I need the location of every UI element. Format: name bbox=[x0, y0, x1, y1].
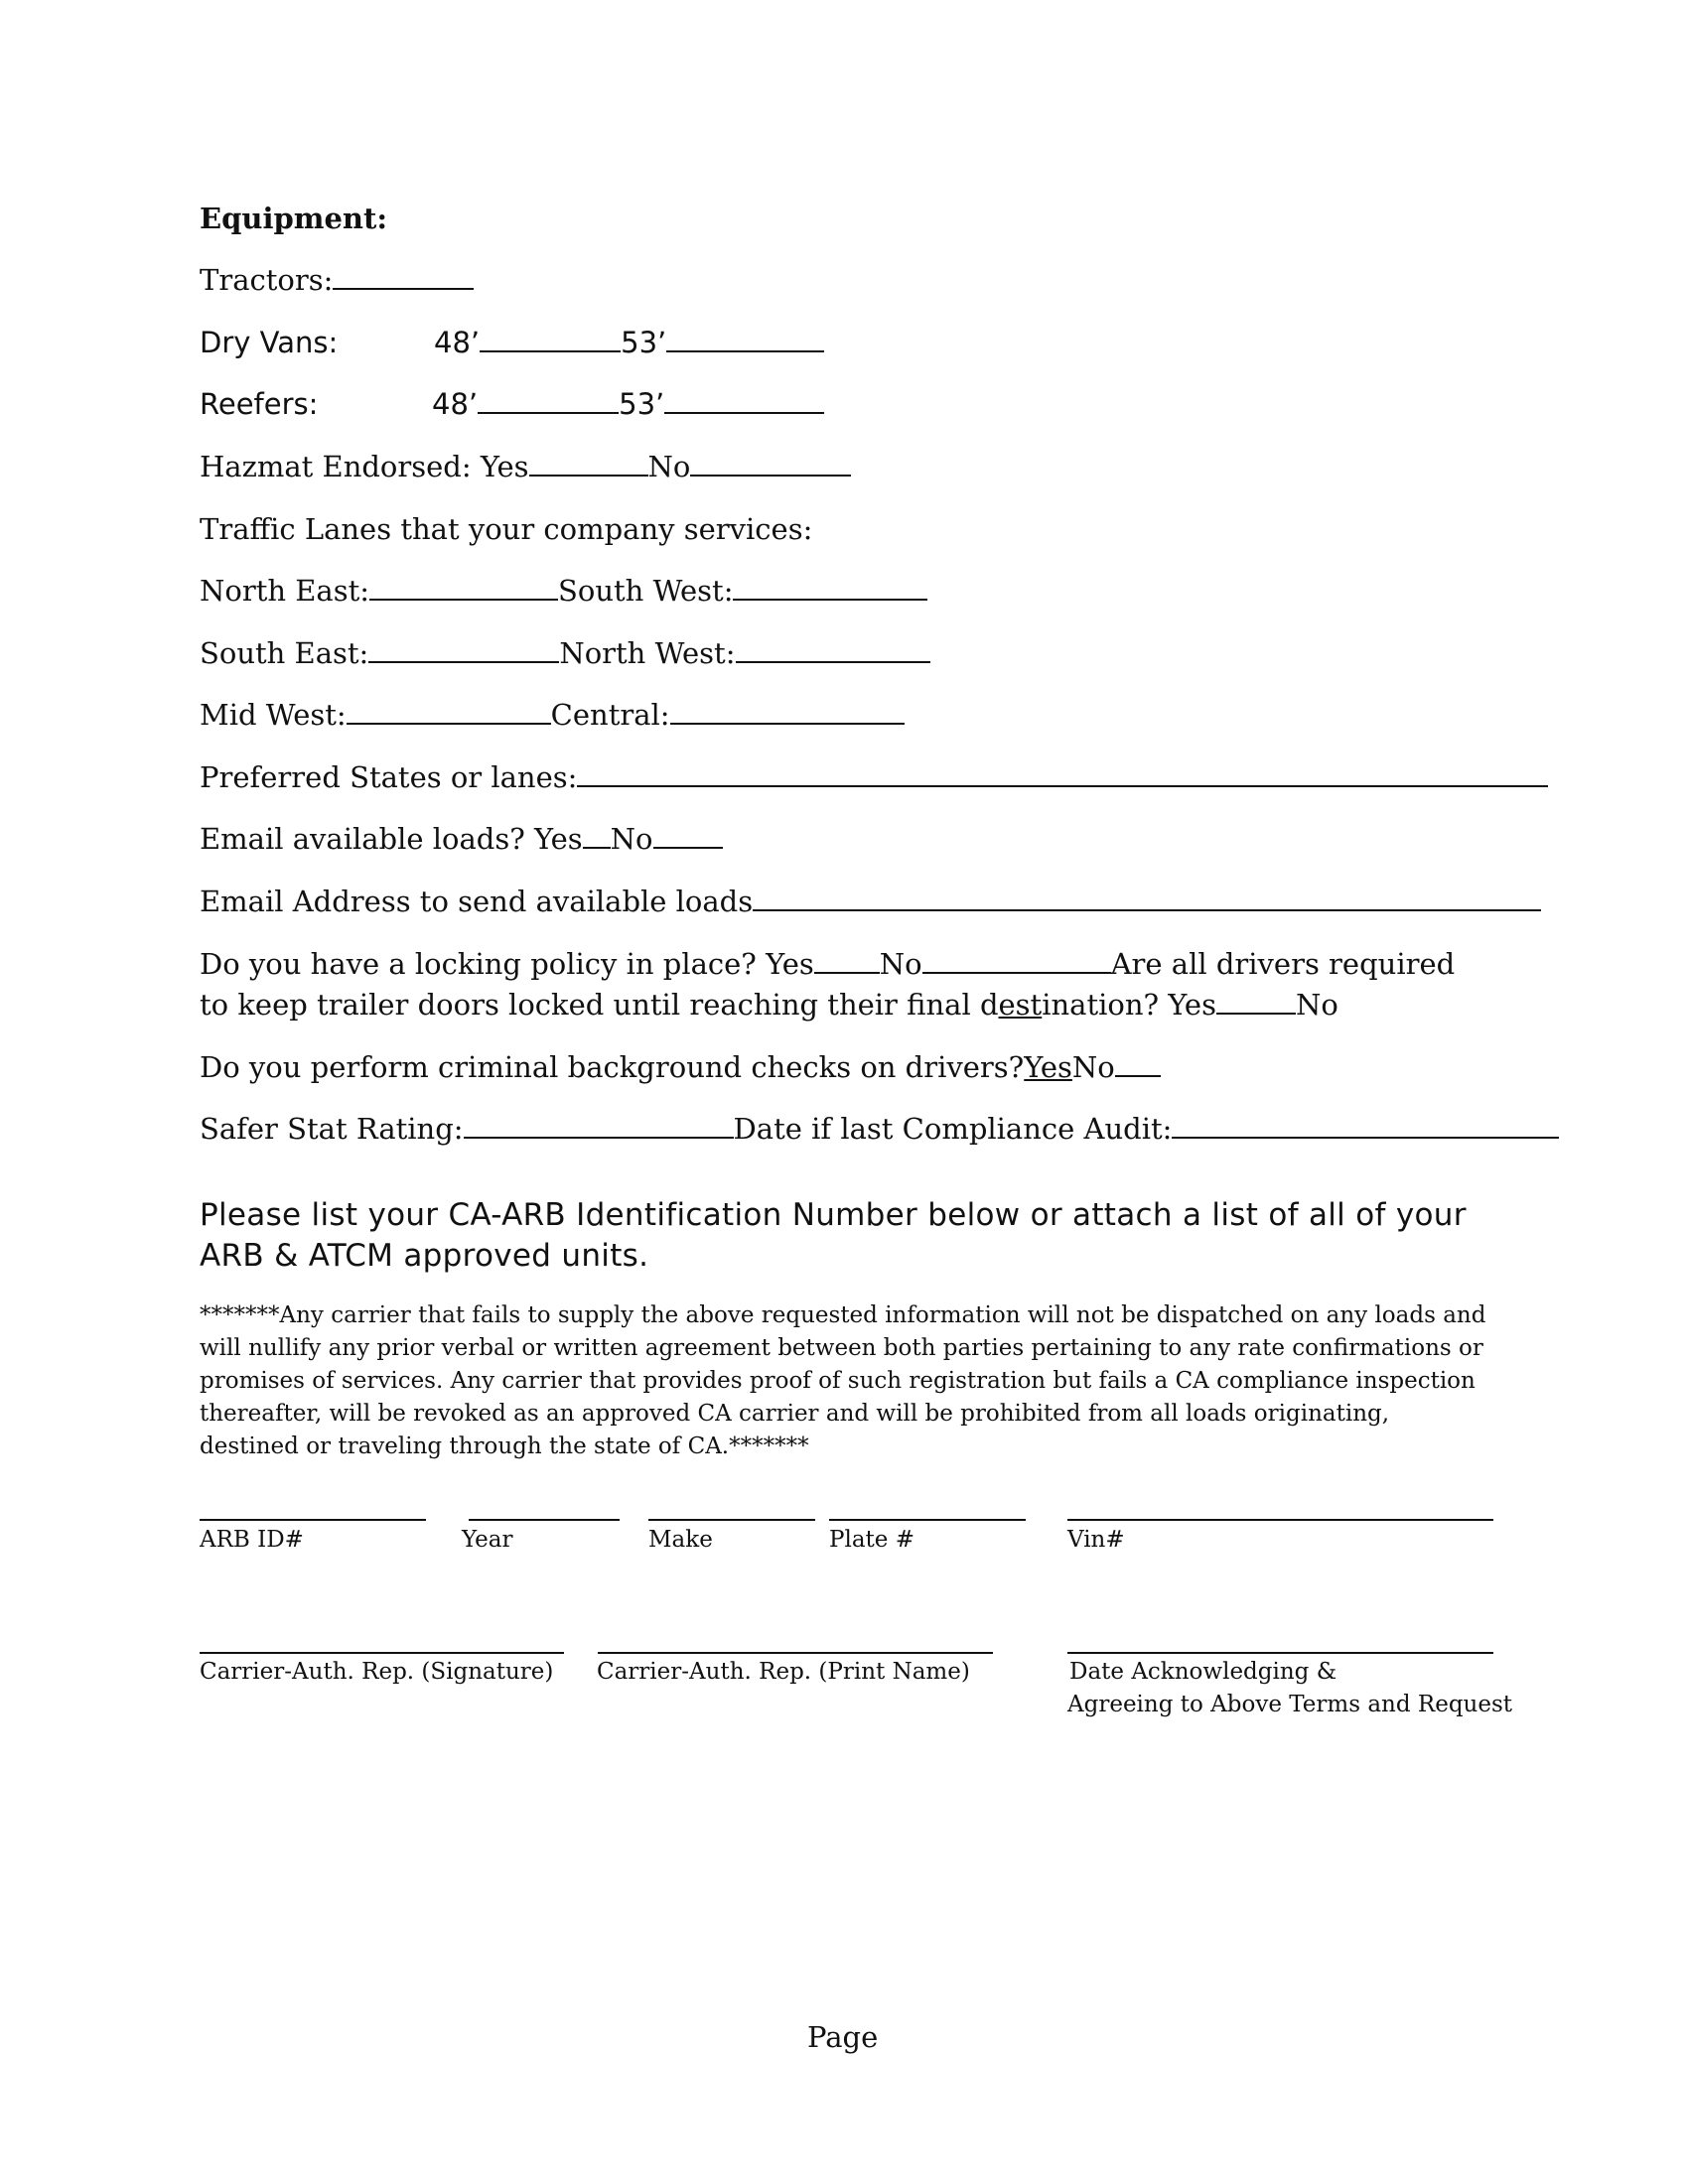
locking-no-label: No bbox=[879, 947, 922, 981]
locking-yes-blank[interactable] bbox=[814, 950, 880, 974]
signature-label: Carrier-Auth. Rep. (Signature) bbox=[200, 1659, 554, 1685]
dry-vans-label: Dry Vans: bbox=[200, 326, 339, 359]
vin-line[interactable] bbox=[1067, 1519, 1493, 1521]
email-address-row bbox=[200, 884, 1541, 919]
arb-notice: *******Any carrier that fails to supply the above requested information will not be dispatched on any loads and will nullify any prior verbal or written agreement between both parties pertaining to any rate confirmations or promises of services. Any carrier that provides proof of such registration but fails a CA compliance inspection thereafter, will be revoked as an approved CA carrier and will be prohibited from all loads originating, destined or traveling through the state of CA.******* bbox=[200, 1302, 1486, 1459]
traffic-lanes-intro: Traffic Lanes that your company services: bbox=[200, 512, 813, 546]
year-line[interactable] bbox=[469, 1519, 620, 1521]
trailer-doors-question: to keep trailer doors locked until reaching their final d bbox=[200, 988, 999, 1022]
date-line[interactable] bbox=[1067, 1652, 1493, 1654]
reefers-48-blank[interactable] bbox=[478, 390, 619, 414]
background-check-row bbox=[200, 1049, 1161, 1085]
arb-id-label: ARB ID# bbox=[200, 1527, 304, 1553]
date-label-line1: Date Acknowledging & bbox=[1069, 1659, 1337, 1685]
reefers-53-label: 53’ bbox=[619, 387, 665, 421]
signature-line[interactable] bbox=[200, 1652, 564, 1654]
south-west-blank[interactable] bbox=[733, 577, 927, 601]
make-label: Make bbox=[648, 1527, 713, 1553]
safer-rating-label: Safer Stat Rating: bbox=[200, 1112, 464, 1146]
central-blank[interactable] bbox=[670, 701, 905, 725]
preferred-row bbox=[200, 759, 1548, 795]
hazmat-no-blank[interactable] bbox=[690, 453, 851, 477]
hazmat-row bbox=[200, 449, 851, 484]
email-available-label: Email available loads? Yes bbox=[200, 822, 583, 856]
background-check-yes[interactable]: Yes bbox=[1024, 1050, 1072, 1084]
drivers-required-question: Are all drivers required bbox=[1110, 947, 1456, 981]
lanes-row-2 bbox=[200, 635, 930, 671]
preferred-label: Preferred States or lanes: bbox=[200, 760, 578, 794]
vin-label: Vin# bbox=[1067, 1527, 1125, 1553]
south-west-label: South West: bbox=[558, 574, 734, 608]
lanes-row-1 bbox=[200, 573, 927, 609]
hazmat-yes-blank[interactable] bbox=[529, 453, 648, 477]
dry-vans-48-blank[interactable] bbox=[480, 329, 621, 352]
trailer-doors-yes-blank[interactable] bbox=[1216, 991, 1296, 1015]
dry-vans-53-blank[interactable] bbox=[666, 329, 824, 352]
dry-vans-48-label: 48’ bbox=[434, 326, 481, 359]
email-address-blank[interactable] bbox=[753, 887, 1541, 911]
plate-label: Plate # bbox=[829, 1527, 914, 1553]
tractors-label: Tractors: bbox=[200, 263, 334, 297]
locking-question: Do you have a locking policy in place? Yes bbox=[200, 947, 814, 981]
tractors-row bbox=[200, 262, 474, 298]
trailer-doors-no-label: No bbox=[1295, 988, 1338, 1022]
reefers-53-blank[interactable] bbox=[664, 390, 824, 414]
reefers-48-label: 48’ bbox=[432, 387, 479, 421]
safer-rating-blank[interactable] bbox=[464, 1115, 734, 1139]
email-address-label: Email Address to send available loads bbox=[200, 885, 754, 918]
compliance-audit-blank[interactable] bbox=[1172, 1115, 1559, 1139]
mid-west-label: Mid West: bbox=[200, 698, 347, 732]
hazmat-label: Hazmat Endorsed: Yes bbox=[200, 450, 529, 483]
locking-no-blank[interactable] bbox=[922, 950, 1111, 974]
email-available-row bbox=[200, 821, 723, 857]
background-check-no-label: No bbox=[1071, 1050, 1115, 1084]
lanes-row-3 bbox=[200, 697, 905, 733]
trailer-doors-question-underlined: est bbox=[998, 988, 1043, 1022]
background-check-no-blank[interactable] bbox=[1115, 1053, 1161, 1077]
print-name-line[interactable] bbox=[598, 1652, 993, 1654]
tractors-blank[interactable] bbox=[333, 266, 474, 290]
date-label-line2: Agreeing to Above Terms and Request bbox=[1067, 1692, 1513, 1717]
background-check-question: Do you perform criminal background checks on drivers? bbox=[200, 1050, 1025, 1084]
print-name-label: Carrier-Auth. Rep. (Print Name) bbox=[597, 1659, 970, 1685]
plate-line[interactable] bbox=[829, 1519, 1026, 1521]
email-available-yes-blank[interactable] bbox=[583, 825, 611, 849]
north-west-label: North West: bbox=[559, 636, 736, 670]
dry-vans-53-label: 53’ bbox=[621, 326, 667, 359]
email-available-no-blank[interactable] bbox=[653, 825, 723, 849]
trailer-doors-question-end: ination? Yes bbox=[1042, 988, 1216, 1022]
email-available-no-label: No bbox=[610, 822, 653, 856]
dry-vans-row bbox=[200, 325, 824, 360]
south-east-label: South East: bbox=[200, 636, 369, 670]
page-number: Page bbox=[807, 2020, 879, 2054]
locking-row-1 bbox=[200, 946, 1455, 982]
north-west-blank[interactable] bbox=[736, 639, 930, 663]
locking-row-2 bbox=[200, 987, 1338, 1023]
hazmat-no-label: No bbox=[647, 450, 691, 483]
arb-prompt: Please list your CA-ARB Identification Number below or attach a list of all of your ARB & ATCM approved units. bbox=[200, 1197, 1467, 1274]
preferred-blank[interactable] bbox=[577, 763, 1548, 787]
south-east-blank[interactable] bbox=[368, 639, 559, 663]
reefers-label: Reefers: bbox=[200, 387, 319, 421]
north-east-blank[interactable] bbox=[369, 577, 558, 601]
compliance-audit-label: Date if last Compliance Audit: bbox=[733, 1112, 1173, 1146]
year-label: Year bbox=[462, 1527, 513, 1553]
reefers-row bbox=[200, 386, 824, 422]
north-east-label: North East: bbox=[200, 574, 370, 608]
mid-west-blank[interactable] bbox=[347, 701, 551, 725]
make-line[interactable] bbox=[648, 1519, 815, 1521]
arb-id-line[interactable] bbox=[200, 1519, 426, 1521]
equipment-heading: Equipment: bbox=[200, 202, 388, 235]
safer-row bbox=[200, 1111, 1559, 1147]
central-label: Central: bbox=[550, 698, 670, 732]
